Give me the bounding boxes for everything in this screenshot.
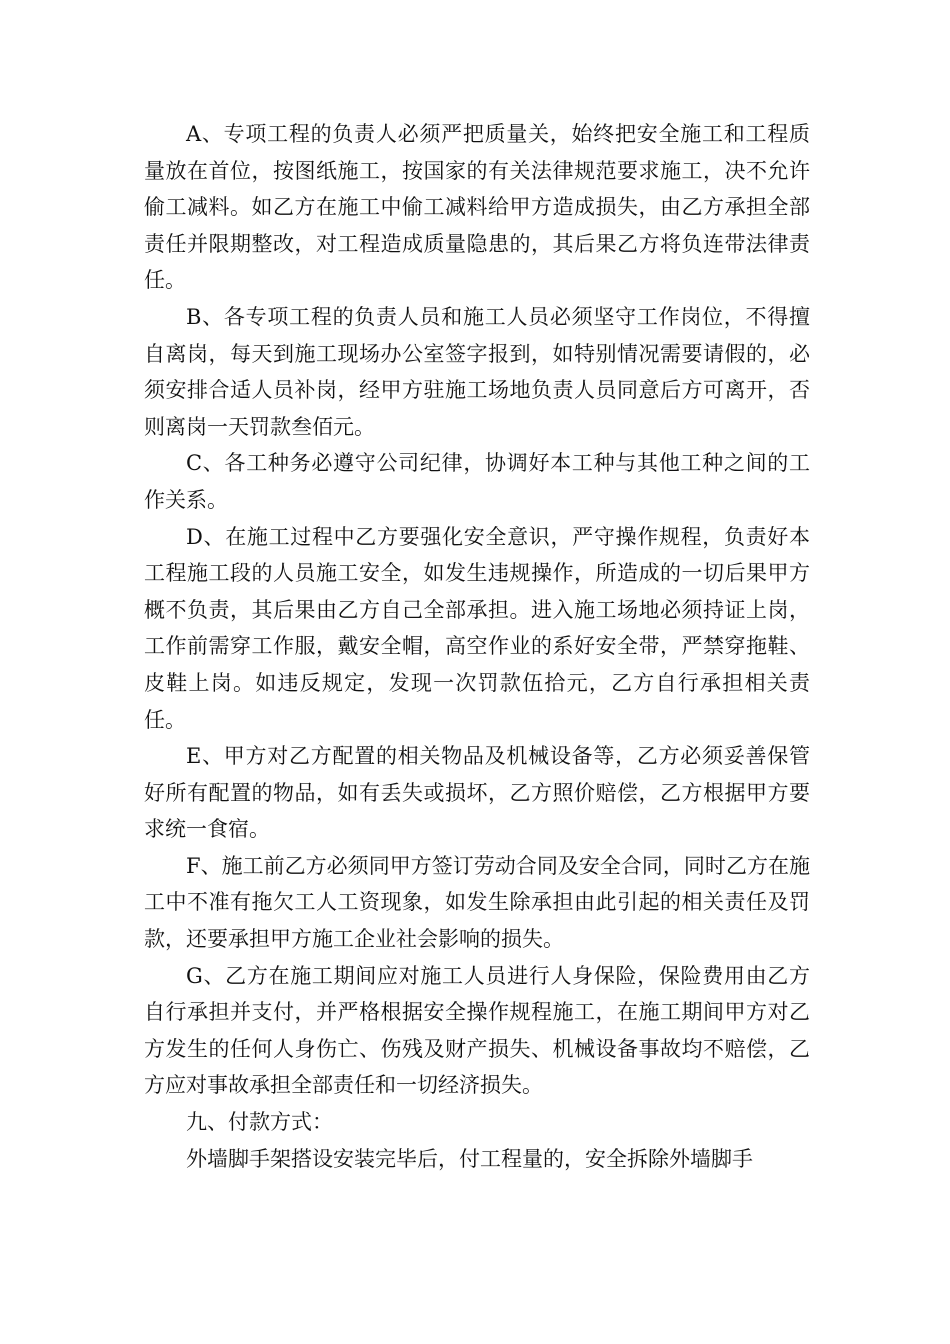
clause-c-paragraph: C、各工种务必遵守公司纪律，协调好本工种与其他工种之间的工作关系。 bbox=[144, 451, 810, 512]
document-body bbox=[144, 116, 810, 1177]
clause-g-paragraph: G、乙方在施工期间应对施工人员进行人身保险，保险费用由乙方自行承担并支付，并严格根据安全操作规程施工，在施工期间甲方对乙方发生的任何人身伤亡、伤残及财产损失、机械设备事故均不赔偿，乙方应对事故承担全部责任和一切经济损失。 bbox=[144, 963, 810, 1098]
section-heading-payment: 九、付款方式： bbox=[186, 1110, 333, 1135]
clause-b-paragraph: B、各专项工程的负责人员和施工人员必须坚守工作岗位，不得擅自离岗，每天到施工现场办公室签字报到，如特别情况需要请假的，必须安排合适人员补岗，经甲方驻施工场地负责人员同意后方可离开，否则离岗一天罚款叁佰元。 bbox=[144, 304, 810, 439]
clause-f-paragraph: F、施工前乙方必须同甲方签订劳动合同及安全合同，同时乙方在施工中不准有拖欠工人工资现象，如发生除承担由此引起的相关责任及罚款，还要承担甲方施工企业社会影响的损失。 bbox=[144, 853, 810, 952]
clause-d-paragraph: D、在施工过程中乙方要强化安全意识，严守操作规程，负责好本工程施工段的人员施工安全，如发生违规操作，所造成的一切后果甲方概不负责，其后果由乙方自己全部承担。进入施工场地必须持证上岗，工作前需穿工作服，戴安全帽，高空作业的系好安全带，严禁穿拖鞋、皮鞋上岗。如违反规定，发现一次罚款伍拾元，乙方自行承担相关责任。 bbox=[144, 524, 810, 732]
clause-a-paragraph: A、专项工程的负责人必须严把质量关，始终把安全施工和工程质量放在首位，按图纸施工，按国家的有关法律规范要求施工，决不允许偷工减料。如乙方在施工中偷工减料给甲方造成损失，由乙方承担全部责任并限期整改，对工程造成质量隐患的，其后果乙方将负连带法律责任。 bbox=[144, 122, 810, 293]
payment-terms-paragraph: 外墙脚手架搭设安装完毕后，付工程量的，安全拆除外墙脚手 bbox=[186, 1146, 753, 1171]
clause-e-paragraph: E、甲方对乙方配置的相关物品及机械设备等，乙方必须妥善保管好所有配置的物品，如有丢失或损坏，乙方照价赔偿，乙方根据甲方要求统一食宿。 bbox=[144, 744, 810, 842]
